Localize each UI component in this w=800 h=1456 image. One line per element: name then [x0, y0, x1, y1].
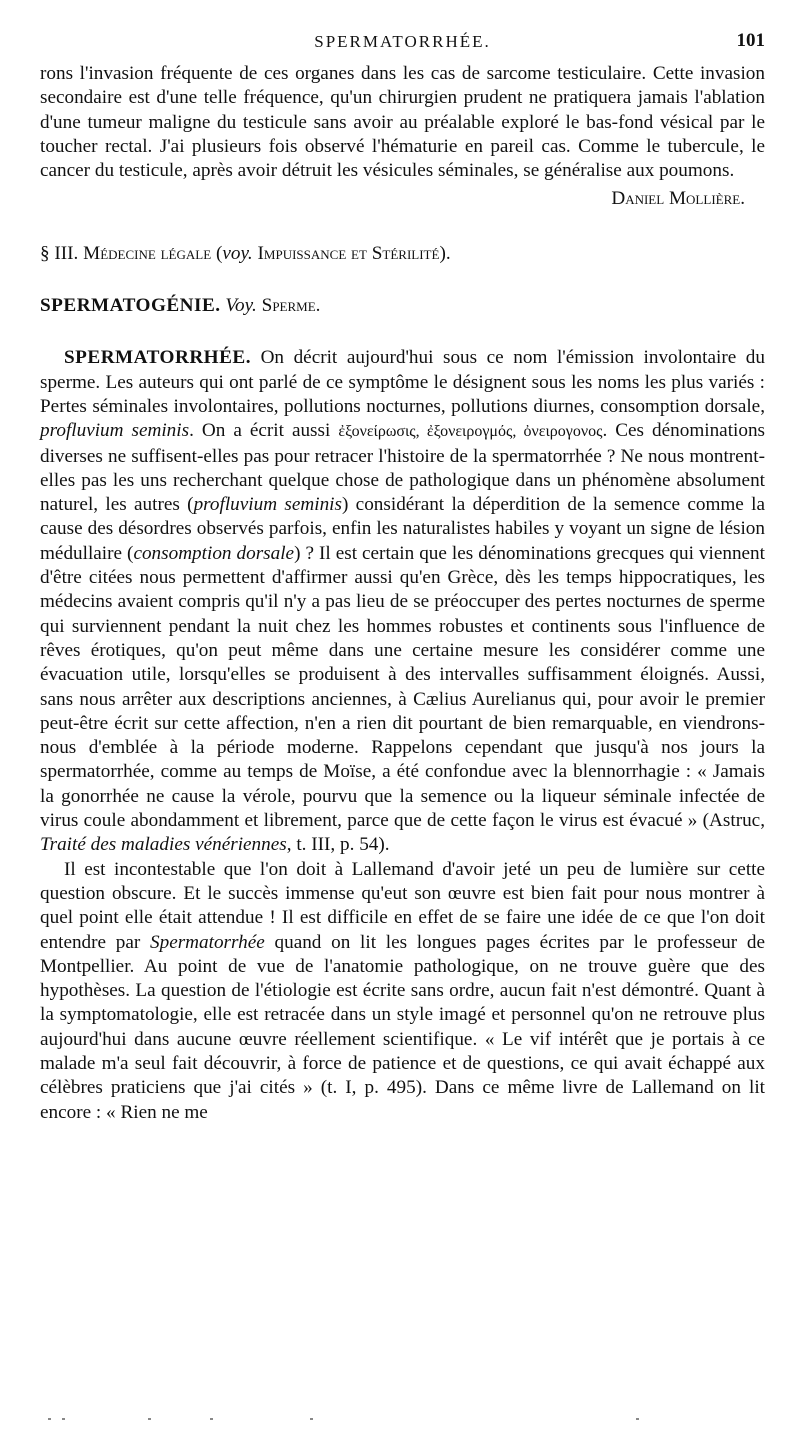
cross-reference: Sperme. [261, 295, 321, 317]
footer-speckles [48, 1418, 648, 1424]
entry-term: SPERMATORRHÉE. [64, 347, 251, 369]
paragraph-sarcome: rons l'invasion fréquente de ces organes dans les cas de sarcome testiculaire. Cette invasion secondaire est d'une telle fréquence, qu'un chirurgien prudent ne pratiquera jamais l'ablation d'une tumeur maligne du testicule sans avoir au préalable exploré le bas-fond vésical par le toucher rectal. J'ai plusieurs fois observé l'hématurie en pareil cas. Comme le tubercule, le cancer du testicule, après avoir détruit les vésicules séminales, se généralise aux poumons. [40, 63, 765, 182]
section-mark: § III. [40, 242, 79, 264]
running-header [40, 28, 765, 62]
voy-label: Voy. [225, 295, 257, 317]
book-page [40, 28, 765, 1125]
page-number: 101 [736, 30, 765, 51]
greek-terms: ἐξονείρωσις, ἐξονειρογμός, ὀνειρογονος [338, 423, 603, 441]
voy-label: voy. [222, 242, 253, 264]
section-heading-medecine-legale: § III. Médecine légale (voy. Impuissance et Stérilité). [40, 242, 451, 264]
entry-spermatorrhee: SPERMATORRHÉE. On décrit aujourd'hui sous ce nom l'émission involontaire du sperme. Les auteurs qui ont parlé de ce symptôme le désignent sous les noms les plus variés : Pertes séminales involontaires, pollutions nocturnes, pollutions diurnes, consomption dorsale, profluvium seminis. On a écrit aussi ἐξονείρωσις, ἐξονειρογμός, ὀνειρογονος. Ces dénominations diverses ne suffisent-elles pas pour retracer l'histoire de la spermatorrhée ? Ne nous montrent-elles pas les uns recherchant quelque chose de pathologique dans un phénomène absolument naturel, les autres (profluvium seminis) considérant la déperdition de la semence comme la cause des désordres observés parfois, enfin les naturalistes habiles y voyant un signe de lésion médullaire (consomption dorsale) ? Il est certain que les dénominations grecques qui viennent d'être citées nous permettent d'affirmer aussi qu'en Grèce, dès les temps hippocratiques, les médecins avaient compris qu'il n'y a pas lieu de se préoccuper des pertes nocturnes de sperme qui surviennent pendant la nuit chez les hommes robustes et continents sous l'influence de rêves érotiques, qu'on peut même dans une certaine mesure les considérer comme une évacuation utile, lorsqu'elles se produisent à des intervalles suffisamment éloignés. Aussi, sans nous arrêter aux descriptions anciennes, à Cælius Aurelianus qui, pour avoir le premier peut-être écrit sur cette affection, n'en a rien dit pourtant de bien remarquable, en viendrons-nous d'emblée à la période moderne. Rappelons cependant que jusqu'à nos jours la spermatorrhée, comme au temps de Moïse, a été confondue avec la blennorrhagie : « Jamais la gonorrhée ne cause la vérole, pourvu que la semence ou la liqueur séminale infectée de virus coule abondamment et librement, parce que de cette façon le virus est évacué » (Astruc, Traité des maladies vénériennes, t. III, p. 54). [40, 347, 766, 856]
entry-term: SPERMATOGÉNIE. [40, 295, 221, 317]
entry-spermatogenie [40, 294, 765, 318]
paragraph-lallemand: Il est incontestable que l'on doit à Lallemand d'avoir jeté un peu de lumière sur cette question obscure. Et le succès immense qu'eut son œuvre est bien fait pour nous montrer à quel point elle était attendue ! Il est difficile en effet de se faire une idée de ce que l'on doit entendre par Spermatorrhée quand on lit les longues pages écrites par le professeur de Montpellier. Au point de vue de l'anatomie pathologique, on ne trouve guère que des hypothèses. La question de l'étiologie est écrite sans ordre, aucun fait n'est démontré. Quant à la symptomatologie, elle est retracée dans un style imagé et personnel qu'on ne retrouve plus aujourd'hui dans aucune œuvre réellement scientifique. « Le vif intérêt que je portais à ce malade m'a seul fait découvrir, à force de patience et de questions, ce qui avait échappé aux célèbres praticiens que j'ai cités » (t. I, p. 495). Dans ce même livre de Lallemand on lit encore : « Rien ne me [40, 858, 765, 1123]
section-title: Médecine légale [83, 242, 212, 264]
cross-reference: Impuissance et Stérilité [257, 242, 440, 264]
running-title: SPERMATORRHÉE. [314, 32, 491, 51]
author-signature: Daniel Mollière. [611, 188, 745, 210]
